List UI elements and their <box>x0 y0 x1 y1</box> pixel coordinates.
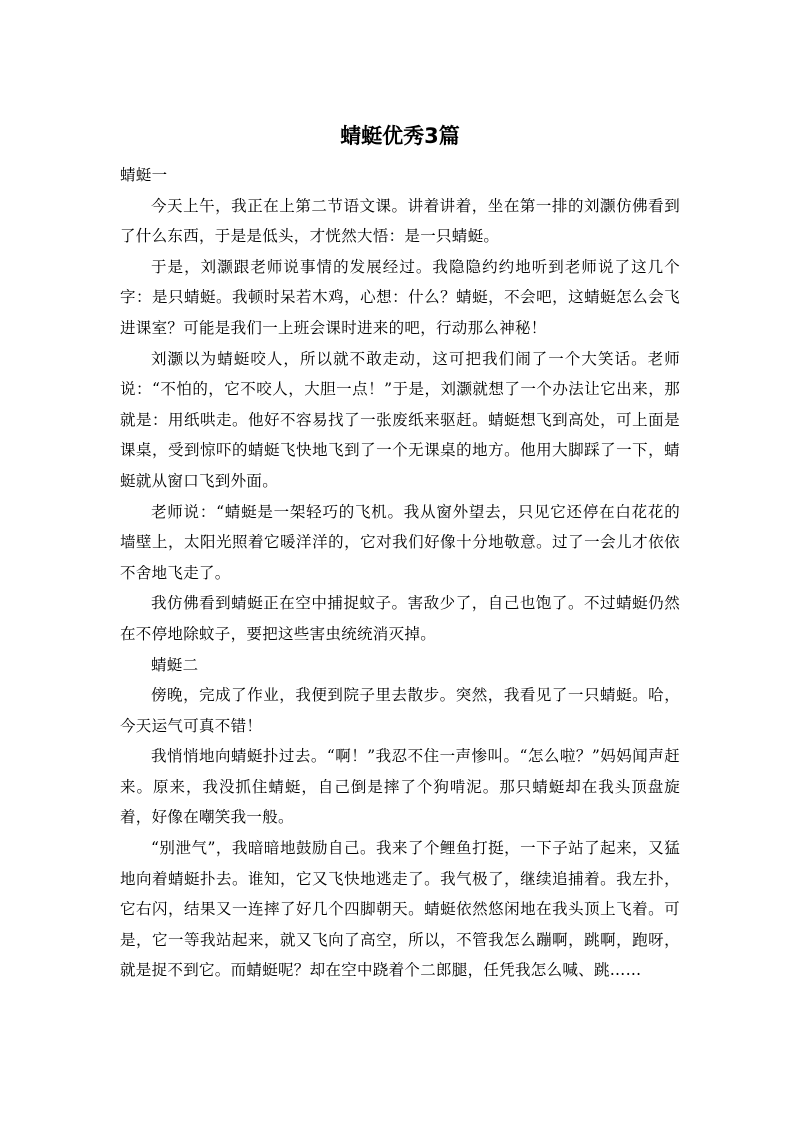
paragraph: 刘灏以为蜻蜓咬人，所以就不敢走动，这可把我们闹了一个大笑话。老师说：“不怕的，它不咬人，大胆一点！”于是，刘灏就想了一个办法让它出来，那就是：用纸哄走。他好不容易找了一张废纸来驱赶。蜻蜓想飞到高处，可上面是课桌，受到惊吓的蜻蜓飞快地飞到了一个无课桌的地方。他用大脚踩了一下，蜻蜓就从窗口飞到外面。 <box>120 349 680 490</box>
paragraph: 老师说：“蜻蜓是一架轻巧的飞机。我从窗外望去，只见它还停在白花花的墙壁上，太阳光照着它暖洋洋的，它对我们好像十分地敬意。过了一会儿才依依不舍地飞走了。 <box>120 502 680 582</box>
document-title: 蜻蜓优秀3篇 <box>340 124 460 148</box>
paragraph: “别泄气”，我暗暗地鼓励自己。我来了个鲤鱼打挺，一下子站了起来，又猛地向着蜻蜓扑去。谁知，它又飞快地逃走了。我气极了，继续追捕着。我左扑，它右闪，结果又一连摔了好几个四脚朝天。蜻蜓依然悠闲地在我头顶上飞着。可是，它一等我站起来，就又飞向了高空，所以，不管我怎么蹦啊，跳啊，跑呀，就是捉不到它。而蜻蜓呢？却在空中跷着个二郎腿，任凭我怎么喊、跳…… <box>120 839 680 980</box>
document-body <box>120 160 680 986</box>
section-heading-one: 蜻蜓一 <box>120 166 168 184</box>
paragraph: 今天上午，我正在上第二节语文课。讲着讲着，坐在第一排的刘灏仿佛看到了什么东西，于是是低头，才恍然大悟：是一只蜻蜓。 <box>120 196 680 246</box>
paragraph: 我仿佛看到蜻蜓正在空中捕捉蚊子。害敌少了，自己也饱了。不过蜻蜓仍然在不停地除蚊子，要把这些害虫统统消灭掉。 <box>120 594 680 643</box>
section-heading-two: 蜻蜓二 <box>151 655 199 674</box>
paragraph: 于是，刘灏跟老师说事情的发展经过。我隐隐约约地听到老师说了这几个字：是只蜻蜓。我顿时呆若木鸡，心想：什么？蜻蜓，不会吧，这蜻蜓怎么会飞进课室？可能是我们一上班会课时进来的吧，行动那么神秘！ <box>120 257 680 337</box>
paragraph: 傍晚，完成了作业，我便到院子里去散步。突然，我看见了一只蜻蜓。哈，今天运气可真不错！ <box>120 686 680 735</box>
paragraph: 我悄悄地向蜻蜓扑过去。“啊！”我忍不住一声惨叫。“怎么啦？”妈妈闻声赶来。原来，我没抓住蜻蜓，自己倒是摔了个狗啃泥。那只蜻蜓却在我头顶盘旋着，好像在嘲笑我一般。 <box>120 747 680 827</box>
